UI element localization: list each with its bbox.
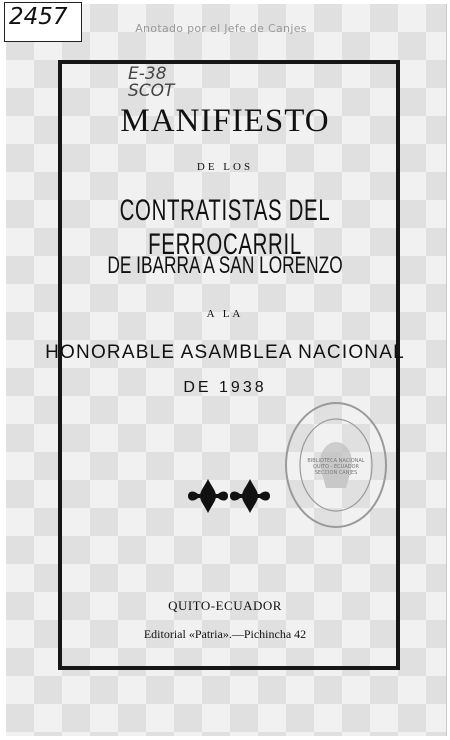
seal-bottom-text: SECCION CANJES [314,470,358,476]
cover-title: MANIFIESTO [120,103,330,139]
seal-label [290,458,382,476]
cover-ruta: DE IBARRA A SAN LORENZO [107,252,343,279]
seal-inner-text: QUITO - ECUADOR [312,464,360,470]
cover-frame [58,60,400,670]
shelf-mark-line-1: E-38 [128,64,167,84]
catalog-number: 2457 [4,2,82,42]
cover-de-los: DE LOS [196,161,254,173]
cover-year: DE 1938 [183,379,267,396]
shelf-mark-line-2: SCOT [128,81,175,101]
cover-contratistas: CONTRATISTAS DEL FERROCARRIL [119,194,331,261]
cover-asamblea: HONORABLE ASAMBLEA NACIONAL [45,342,405,363]
fleur-de-lis-ornament [186,475,272,517]
cover-city: QUITO-ECUADOR [168,598,282,613]
exchange-stamp-note: Anotado por el Jefe de Canjes [135,22,307,35]
seal-outer-text: BIBLIOTECA NACIONAL [307,458,365,464]
cover-a-la: A LA [206,308,244,320]
cover-editorial: Editorial «Patria».—Pichincha 42 [143,627,307,641]
